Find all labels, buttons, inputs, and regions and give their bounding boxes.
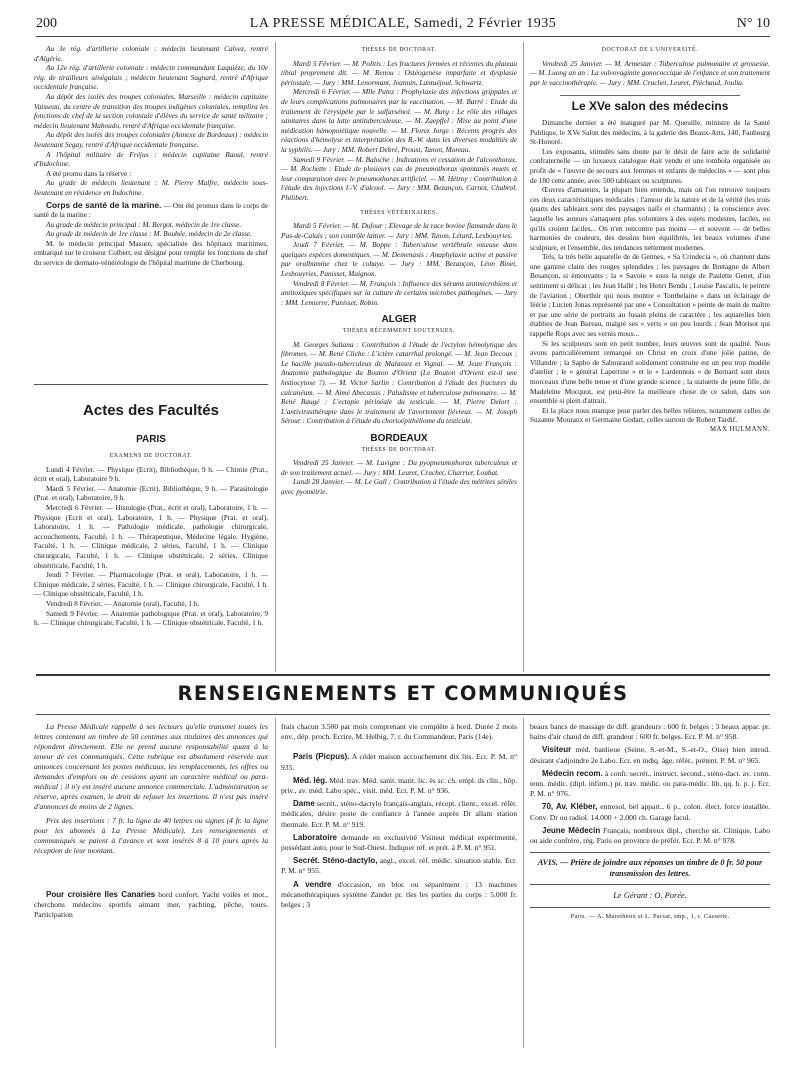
paragraph: Œuvres d'amateurs, la plupart bien entendu, mais où l'on retrouve toujours ces deux caractéristiques médicales : l'amour de la nature et de la vérité (les trois quarts des tableaux sont des paysages naïfs et charmants) ; la conscience avec laquelle les auteurs s'attaquent plus volontiers à des sujets modestes, faciles, ou qu'ils croient faciles... On n'en rencontre pas moins — et souvent — de belles harmonies de couleurs, des dessins bien équilibrés, les beaux volumes d'une sculpture, et l'ensemble, des tendances nettement modernes. [530, 185, 770, 252]
imprimeur: Paris. — A. Maretheux et L. Pactat, imp., 1, r. Cassette. [570, 913, 730, 921]
paragraph: Vendredi 8 Février. — M. François : Influence des sérums antimicrobiens et antitoxiques spécifiques sur la culture de certains microbes pathogènes. — Jury : MM. Lemierre, Panisset, Robin. [281, 278, 517, 307]
divider [560, 95, 740, 96]
paragraph: Jeudi 7 Février. — M. Boppe : Tuberculose vertébrale osseuse dans quelques espèces domestiques. — M. Demenasis : Anaphylaxie active et passive par oralbumine chez le cobaye. — Jury : MM. Bezançon, Léon Binet, Lesbouyries, Panisset, Maignon. [281, 240, 517, 279]
subheading: THÈSES RÉCEMMENT SOUTENUES. [343, 328, 455, 335]
paragraph: Vendredi 25 Janvier. — M. Armestar : Tuberculose pulmonaire et grossesse. — M. Luong an an : La vulvovaginite gonococcique de l'enfance et son traitement par le vaccinothérapie. — Jury : MM. Cruchet, Leuret, Piéchaud, Joulia. [530, 58, 770, 87]
divider [34, 384, 268, 385]
ad [530, 826, 770, 846]
ad-title: Paris (Picpus). [293, 752, 350, 762]
marine-paragraph [34, 201, 268, 220]
ad [281, 776, 517, 796]
ad-text: à confr. secrét., instruct. second., sténo-dact. av. conn. tenn. médic. (dipl. infirm.) pr. trav. médic. ou para-médic. lib. qq. h. p. j. Ecr. P. M. n° 976. [530, 768, 770, 799]
ad-text: A céder maison accouchement dix lits. Ecr. P. M. n° 935. [281, 752, 517, 772]
column-ads-3 [530, 722, 770, 1052]
subheading: THÈSES VÉTÉRINAIRES. [360, 209, 438, 216]
column-military [34, 44, 268, 374]
ad-title: 70, Av. Kléber, [542, 802, 598, 812]
facultes-heading: Actes des Facultés [83, 402, 219, 419]
column-divider [523, 718, 524, 1048]
subheading: EXAMENS DE DOCTORAT. [109, 453, 193, 459]
paragraph: Au grade de médecin lieutenant : M. Pierre Malfre, médecin sous-lieutenant en résidence en Indochine. [34, 178, 268, 197]
paragraph: M. Georges Sultana : Contribution à l'étude de l'ectylon hémolytique des fibromes. — M. René Cliche : L'ictère catarrhal prolongé. — M. Jean Decoux : Le bacille pseudo-tuberculeux de Malassez et Vignal. — M. Jean François : Anatomie pathologique du Bouton d'Orient (Le Bouton d'Orient est-il une histiocytose ?). — M. Victor Sarlin : Contribution à l'étude des fractures du calcanéum. — M. Aimé Abecassis : Paludisme et tuberculose pulmonaire. — M. René Baugé : L'ectopie périnéale du testicule. — M. Pierre Delort : L'antivirusthérapie dans le traitement de l'avortement fiévreux. — M. Joseph Sérour : Contribution à l'étude du chorioépithéliome du testicule. [281, 339, 517, 426]
section-divider [36, 714, 770, 715]
paragraph: A été promu dans la réserve : [46, 168, 132, 178]
ad-title: Méd. lég. [293, 775, 328, 785]
ad [34, 890, 268, 920]
paragraph: Au 3e rég. d'artillerie coloniale : médecin lieutenant Calvez, rentré d'Algérie. [34, 44, 268, 63]
subheading: THÈSES DE DOCTORAT. [361, 47, 437, 53]
ad-title: Jeune Médecin [542, 825, 601, 835]
marine-heading: Corps de santé de la marine. [46, 199, 162, 210]
paragraph: Lundi 28 Janvier. — M. Le Gall : Contribution à l'étude des métrites séniles avec pyométrie. [281, 477, 517, 496]
ad-title: Dame [293, 799, 315, 809]
column-divider [275, 718, 276, 1048]
ad-title: Secrét. Sténo-dactylo, [293, 856, 378, 866]
paragraph: Vendredi 25 Janvier. — M. Lavigne : Du pyopneumothorax tuberculeux et de son traitement actuel. — Jury : MM. Leuret, Cruchet, Charrier, Loubat. [281, 458, 517, 477]
issue-number: N° 10 [736, 16, 770, 31]
ad-text: Méd. trav. Méd. sanit. marit. lic. ès sc. ch. empl. ds clin., hôp. priv., av. méd. Labo spéc., visit. méd. Ecr. P. M. n° 936. [281, 775, 517, 796]
paragraph: Au dépôt des isolés des troupes coloniales, Marseille : médecin capitaine Vaisseau, du centre de transition des troupes indigènes coloniales, remplira les fonctions de chef de la section coloniale d'élèves du service de santé militaire ; médecin lieutenant Mahoudo, rentré d'Afrique occidentale française. [34, 91, 268, 130]
paragraph: Au grade de médecin principal : M. Bergot, médecin de 1re classe. [46, 219, 242, 229]
divider [530, 907, 770, 908]
bordeaux-heading: BORDEAUX [370, 432, 428, 444]
ad-title: Laboratoire [293, 832, 338, 842]
paragraph: Au dépôt des isolés des troupes coloniales (Annexe de Bordeaux) : médecin lieutenant Segay, rentré d'Afrique occidentale française. [34, 130, 268, 149]
column-ads-2 [281, 722, 517, 1052]
paragraph: Lundi 4 Février. — Physique (Ecrit), Bibliothèque, 9 h. — Chimie (Prat., écrit et oral), Laboratoire 9 h. [34, 464, 268, 484]
ad-text: Français, nombreux dipl., cherche sit. Clinique, Labo ou aide confrère, rég. Paris ou province de préfér. Ecr. P. M. n° 978. [530, 825, 770, 846]
column-ads-1 [34, 722, 268, 1052]
ad-title: Pour croisière Iles Canaries [46, 890, 156, 899]
subheading: THÈSES DE DOCTORAT. [361, 446, 437, 453]
column-facultes [34, 450, 268, 680]
ad-title: Médecin recom. [542, 768, 603, 778]
ad [530, 745, 770, 765]
ad [281, 752, 517, 772]
paragraph: Mercredi 6 Février. — Mlle Patez : Prophylaxie des infections grippales et de leurs complications pulmonaires par la vaccination. — M. Barré : Etude du traitement de l'érysipèle par le sulfarsénol. — M. Burg : Le rôle des villages sanitaires dans la lutte antituberculeuse. — M. Zaepffel : Mise au point d'une médication hémopoiétique nouvelle. — M. Florez Jorge : Récents progrès des réactions d'hémolyse et interprétation des R.-W. dans les diverses modalités de la syphilis. — Jury : MM. Robert Debré, Proust, Tanon, Moreau. [281, 87, 517, 154]
page-number: 200 [36, 16, 57, 31]
ad-text: secrét., sténo-dactylo français-anglais, récept. client., excel. référ. médicales, désire poste de confiance à l'année auprès Dr allant station thermale. Ecr. P. M. n° 919. [281, 799, 517, 829]
paragraph: Jeudi 7 Février. — Pharmacologie (Prat. et oral), Laboratoire, 1 h. — Clinique médicale, 2 séries, Faculté, 1 h. — Clinique chirurgicale, Faculté, 1 h. — Clinique obstétricale, Faculté, 1 h. [34, 570, 268, 599]
paragraph: Dimanche dernier a été inauguré par M. Queuille, ministre de la Santé Publique, le XVe Salon des médecins, à la galerie des Beaux-Arts, 140, Faubourg St-Honoré. [530, 117, 770, 147]
ad-title: A vendre [293, 879, 332, 889]
avis: AVIS. — Prière de joindre aux réponses un timbre de 0 fr. 50 pour transmission des lettres. [537, 858, 763, 879]
paragraph: Mardi 5 Février. — M. Politis : Les fractures fermées et récentes du plateau tibial proprement dit. — M. Renou : Ostéogenèse imparfaite et dysplasie périostale. — Jury : MM. Lenormant, Jeannin, Lantuéjoul, Schwartz. [281, 58, 517, 87]
ad [281, 880, 517, 911]
paragraph: Au 12e rég. d'artillerie coloniale : médecin commandant Laquièze, du 10e rég. de tirailleurs sénégalais ; médecin lieutenant Sagnard, rentré d'Afrique occidentale française. [34, 63, 268, 92]
ad-title: Visiteur [542, 745, 572, 755]
ad-text: d'occasion, en bloc ou séparément : 13 machines mécanothérapiques système Zander pr. tles les parties du corps : 5.000 fr. belges ; 3 [281, 879, 517, 910]
marine-lead: — Ont été promus dans le corps de santé de la marine : [34, 200, 268, 220]
column-theses [281, 44, 517, 672]
paragraph: M. le médecin principal Masure, spécialiste des hôpitaux maritimes, embarqué sur le croiseur Colbert, est désigné pour remplir les fonctions de chef du service de dermato-vénéréologie de l'hôpital maritime de Cherbourg. [34, 238, 268, 268]
page-header [36, 14, 770, 37]
section-divider [36, 674, 770, 676]
paragraph: Au grade de médecin de 1re classe : M. Boubée, médecin de 2e classe. [46, 229, 252, 239]
column-divider [275, 42, 276, 672]
prices: Prix des insertions : 7 fr. la ligne de 40 lettres ou signes (4 fr. la ligne pour les abonnés à La Presse Médicale). Les renseignements et communiqués se paient à l'avance et sont insérés 8 à 10 jours après la réception de leur montant. [34, 816, 268, 855]
paragraph: Si les sculpteurs sont en petit nombre, leurs œuvres sont de qualité. Nous avons particulièrement remarqué un Christ en croix d'une jolie patine, de Villandre ; la Sapho de Sabouraud solidement construite est un peu trop modèle d'atelier ; le « général Laperrine » et le « Lardennois » de Bernard sont deux morceaux d'une belle tenue et d'une grande science ; la statuette de jeune fille, de Madeleine Mocquot, est peut-être la meilleure chose de ce salon, dans son ensemble si plein d'attrait. [530, 338, 770, 406]
signature: MAX HULMANN. [710, 425, 770, 433]
gerant: Le Gérant : O. Porée. [613, 891, 687, 901]
renseignements-title: RENSEIGNEMENTS ET COMMUNIQUÉS [177, 682, 629, 705]
divider [530, 884, 770, 885]
salon-heading: Le XVe salon des médecins [571, 99, 729, 114]
column-salon [530, 44, 770, 672]
ad-text: méd. banlieue (Seine, S.-et-M., S.-et-O., Oise) bien introd. désirant s'adjoindre 2e Labo. Ecr. en indiq. âge, référ., prétent. P. M. n° 965. [530, 745, 770, 765]
ad-continuation: frais chacun 3.500 par mois comprenant vie complète à bord. Durée 2 mois env., dép. proch. Ecrire, M. Helbig, 7, r. du Commandeur, Paris (14e). [281, 722, 517, 742]
paragraph: Et la place nous manque pour parler des belles reliures, notamment celles de Suzanne Mouraux et Germaine Godart, celles surtout de Robert Tardif. [530, 405, 770, 425]
paragraph: Mardi 5 Février. — M. Dufour : Elevage de la race bovine flamande dans le Pas-de-Calais ; son contrôle laitier. — Jury : MM. Tanon, Létard, Lesbouyries. [281, 221, 517, 240]
ad [281, 799, 517, 830]
alger-heading: ALGER [381, 314, 417, 326]
paragraph: Vendredi 8 Février. — Anatomie (oral), Faculté, 1 h. [46, 598, 200, 608]
ad-text: angl., excel. réf. médic. situation stable. Ecr. P. M. n° 955. [281, 856, 517, 876]
ad [281, 833, 517, 853]
paragraph: A l'hôpital militaire de Fréjus : médecin capitaine Raoul, rentré d'Indochine. [34, 149, 268, 169]
intro: La Presse Médicale rappelle à ses lecteurs qu'elle transmet toutes les lettres contenant un timbre de 50 centimes aux titulaires des annonces qui répondent directement. Elle ne prend aucune responsabilité quant à la teneur de ces communiqués. Cette rubrique est absolument réservée aux annonces concernant les postes médicaux, les remplacements, les offres ou demandes d'emplois ou de cessions ayant un caractère médical ou para-médical ; il n'y est inséré aucune annonce commerciale. L'administration se réserve, après examen, le droit de refuser les insertions. Il n'est pas inséré d'annonces de moins de 2 lignes. [34, 722, 268, 811]
column-divider [523, 42, 524, 672]
ad-continuation: beaux bancs de massage de diff. grandeurs : 600 fr. belges ; 3 beaux appar. pr. bains d'air chaud de diff. grandeur : 600 fr. belges. Ecr. P. M. n° 958. [530, 722, 770, 742]
paris-heading: PARIS [136, 434, 166, 445]
ad-text: bord confort. Yacht voiles et mot., cherchons médecins sportifs aimant mer, yachting, pêche, tours. Participation [34, 890, 268, 919]
paragraph: Mardi 5 Février. — Anatomie (Ecrit), Bibliothèque, 9 h. — Parasitologie (Prat. et oral), Laboratoire, 9 h. [34, 483, 268, 503]
paragraph: Samedi 9 Février. — M. Baloche : Indications et cessation de l'alcoothorax. — M. Rochette : Etude de plusieurs cas de pneumothorax spontanés muets et leur comparaison avec le pneumothorax artificiel. — M. Hétroy : Contribution à l'étude des injections I.-V. d'alcool. — Jury : MM. Bezançon, Carnot, Chabrol, Philibert. [281, 154, 517, 202]
ad-text: entresol, bel appart., 6 p., colon. élect. force installée. Conv. Dr ou radiol. 14.000 + 2.000 ch. Garage facul. [530, 802, 770, 822]
divider [530, 852, 770, 853]
paragraph: Tels, la très belle aquarelle de de Gennes, « Sa Crindecia », où chantent dans une gamme claire des rouges splendides ; les paysages de Bretagne de Albert Besançon, si émouvants ; la « Savoie » sous la neige de Paulette Genet, d'un sentiment si délicat ; les Jean Hallé ; les Henri Bendu ; Louise Pascalis, le peintre de l'aviation ; Oberthür qui nous montre « Tombelaine » dans un éclairage de féérie ; Lucien Jonas représenté par une « Consultation » peinte de main de maître et par une série de portraits au fusain pleins de caractère ; les aquarelles bien établies de Jean Bureau, malgré ses « verts » un peu lourds ; Jean Morisot qui rappelle Rops avec ses vernis mous... [530, 252, 770, 339]
paragraph: Samedi 9 Février. — Anatomie pathologique (Prat. et oral), Laboratoire, 9 h. — Clinique chirurgicale, Faculté, 1 h. — Clinique obstétricale, Faculté, 1 h. [34, 608, 268, 628]
ad-text: demande en exclusivité Visiteur médical expérimenté, possédant auto, pour le Sud-Ouest. Indiquer réf. et prét. à P. M. n° 951. [281, 832, 517, 853]
ad [530, 769, 770, 800]
journal-title: LA PRESSE MÉDICALE, Samedi, 2 Février 1935 [249, 16, 557, 31]
subheading: DOCTORAT DE L'UNIVERSITÉ. [601, 47, 699, 53]
ad [530, 802, 770, 822]
ad [281, 856, 517, 876]
paragraph: Mercredi 6 Février. — Histologie (Prat., écrit et oral), Laboratoire, 1 h. — Physique (Ecrit et oral), Laboratoire, 1 h. — Physique (Prat. et oral), Laboratoire, 1 h. — Pathologie médicale, pathologie chirurgicale, accouchements, Faculté, 1 h. — Thérapeutique, Médecine légale, Hygiène, Faculté, 1 h. — Clinique médicale, 2 séries, Faculté, 1 h. — Clinique chirurgicale, Faculté, 1 h. — Clinique obstétricale, 2 séries, Clinique obstétricale, Faculté, 1 h. [34, 502, 268, 570]
paragraph: Les exposants, stimulés sans doute par le désir de faire acte de solidarité confraternelle — un luxueux catalogue était vendu et une tombola organisée au profit de « l'œuvre de secours aux femmes et enfants de médecins » — sont plus de 180 cette année, avec 500 tableaux ou sculptures. [530, 146, 770, 185]
